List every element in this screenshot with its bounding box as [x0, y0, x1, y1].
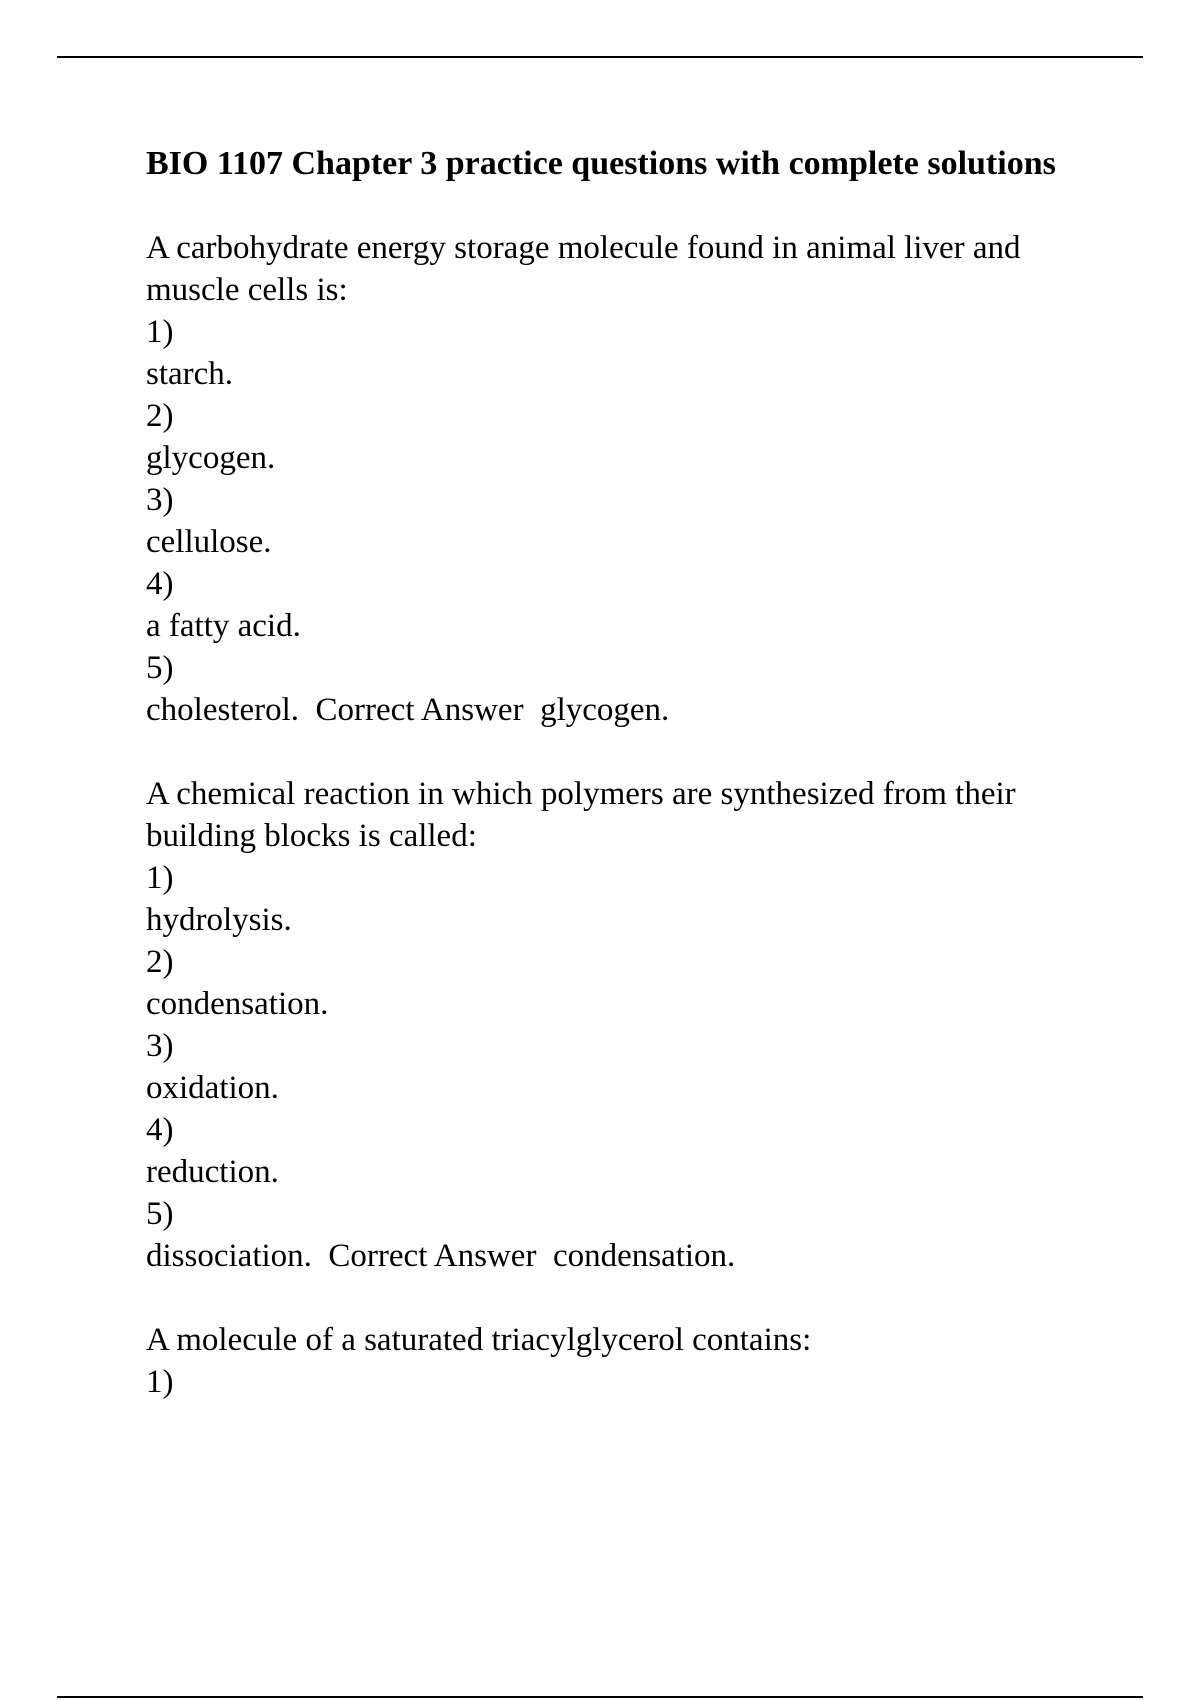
option-number: 4) — [146, 1112, 174, 1148]
question-stem: A carbohydrate energy storage molecule found in animal liver and muscle cells is: — [146, 230, 1029, 308]
question-2 — [146, 773, 1086, 1277]
answer-prefix: Correct Answer — [315, 692, 524, 728]
document-title: BIO 1107 Chapter 3 practice questions with complete solutions — [146, 145, 1056, 182]
option-text: reduction. — [146, 1154, 279, 1190]
option-text: dissociation. — [146, 1238, 312, 1274]
question-stem: A chemical reaction in which polymers are synthesized from their building blocks is called: — [146, 776, 1024, 854]
option-number: 1) — [146, 314, 174, 350]
option-number: 5) — [146, 650, 174, 686]
correct-answer: condensation. — [552, 1238, 736, 1274]
option-text: oxidation. — [146, 1070, 279, 1106]
option-number: 2) — [146, 398, 174, 434]
answer-prefix: Correct Answer — [328, 1238, 537, 1274]
option-number: 1) — [146, 860, 174, 896]
option-number: 2) — [146, 944, 174, 980]
option-number: 3) — [146, 1028, 174, 1064]
last-option-with-answer — [146, 1235, 1086, 1277]
option-text: a fatty acid. — [146, 608, 301, 644]
correct-answer: glycogen. — [540, 692, 670, 728]
last-option-with-answer — [146, 689, 1086, 731]
option-text: condensation. — [146, 986, 329, 1022]
option-text: glycogen. — [146, 440, 276, 476]
option-text: hydrolysis. — [146, 902, 292, 938]
option-text: cellulose. — [146, 524, 272, 560]
top-rule — [57, 56, 1143, 58]
option-number: 3) — [146, 482, 174, 518]
question-stem: A molecule of a saturated triacylglycerol contains: — [146, 1322, 812, 1358]
question-1 — [146, 227, 1086, 731]
option-text: cholesterol. — [146, 692, 300, 728]
option-number: 1) — [146, 1364, 174, 1400]
option-text: starch. — [146, 356, 234, 392]
option-number: 4) — [146, 566, 174, 602]
page-content — [146, 143, 1086, 1403]
bottom-rule — [57, 1696, 1143, 1698]
question-3 — [146, 1319, 1086, 1403]
option-number: 5) — [146, 1196, 174, 1232]
